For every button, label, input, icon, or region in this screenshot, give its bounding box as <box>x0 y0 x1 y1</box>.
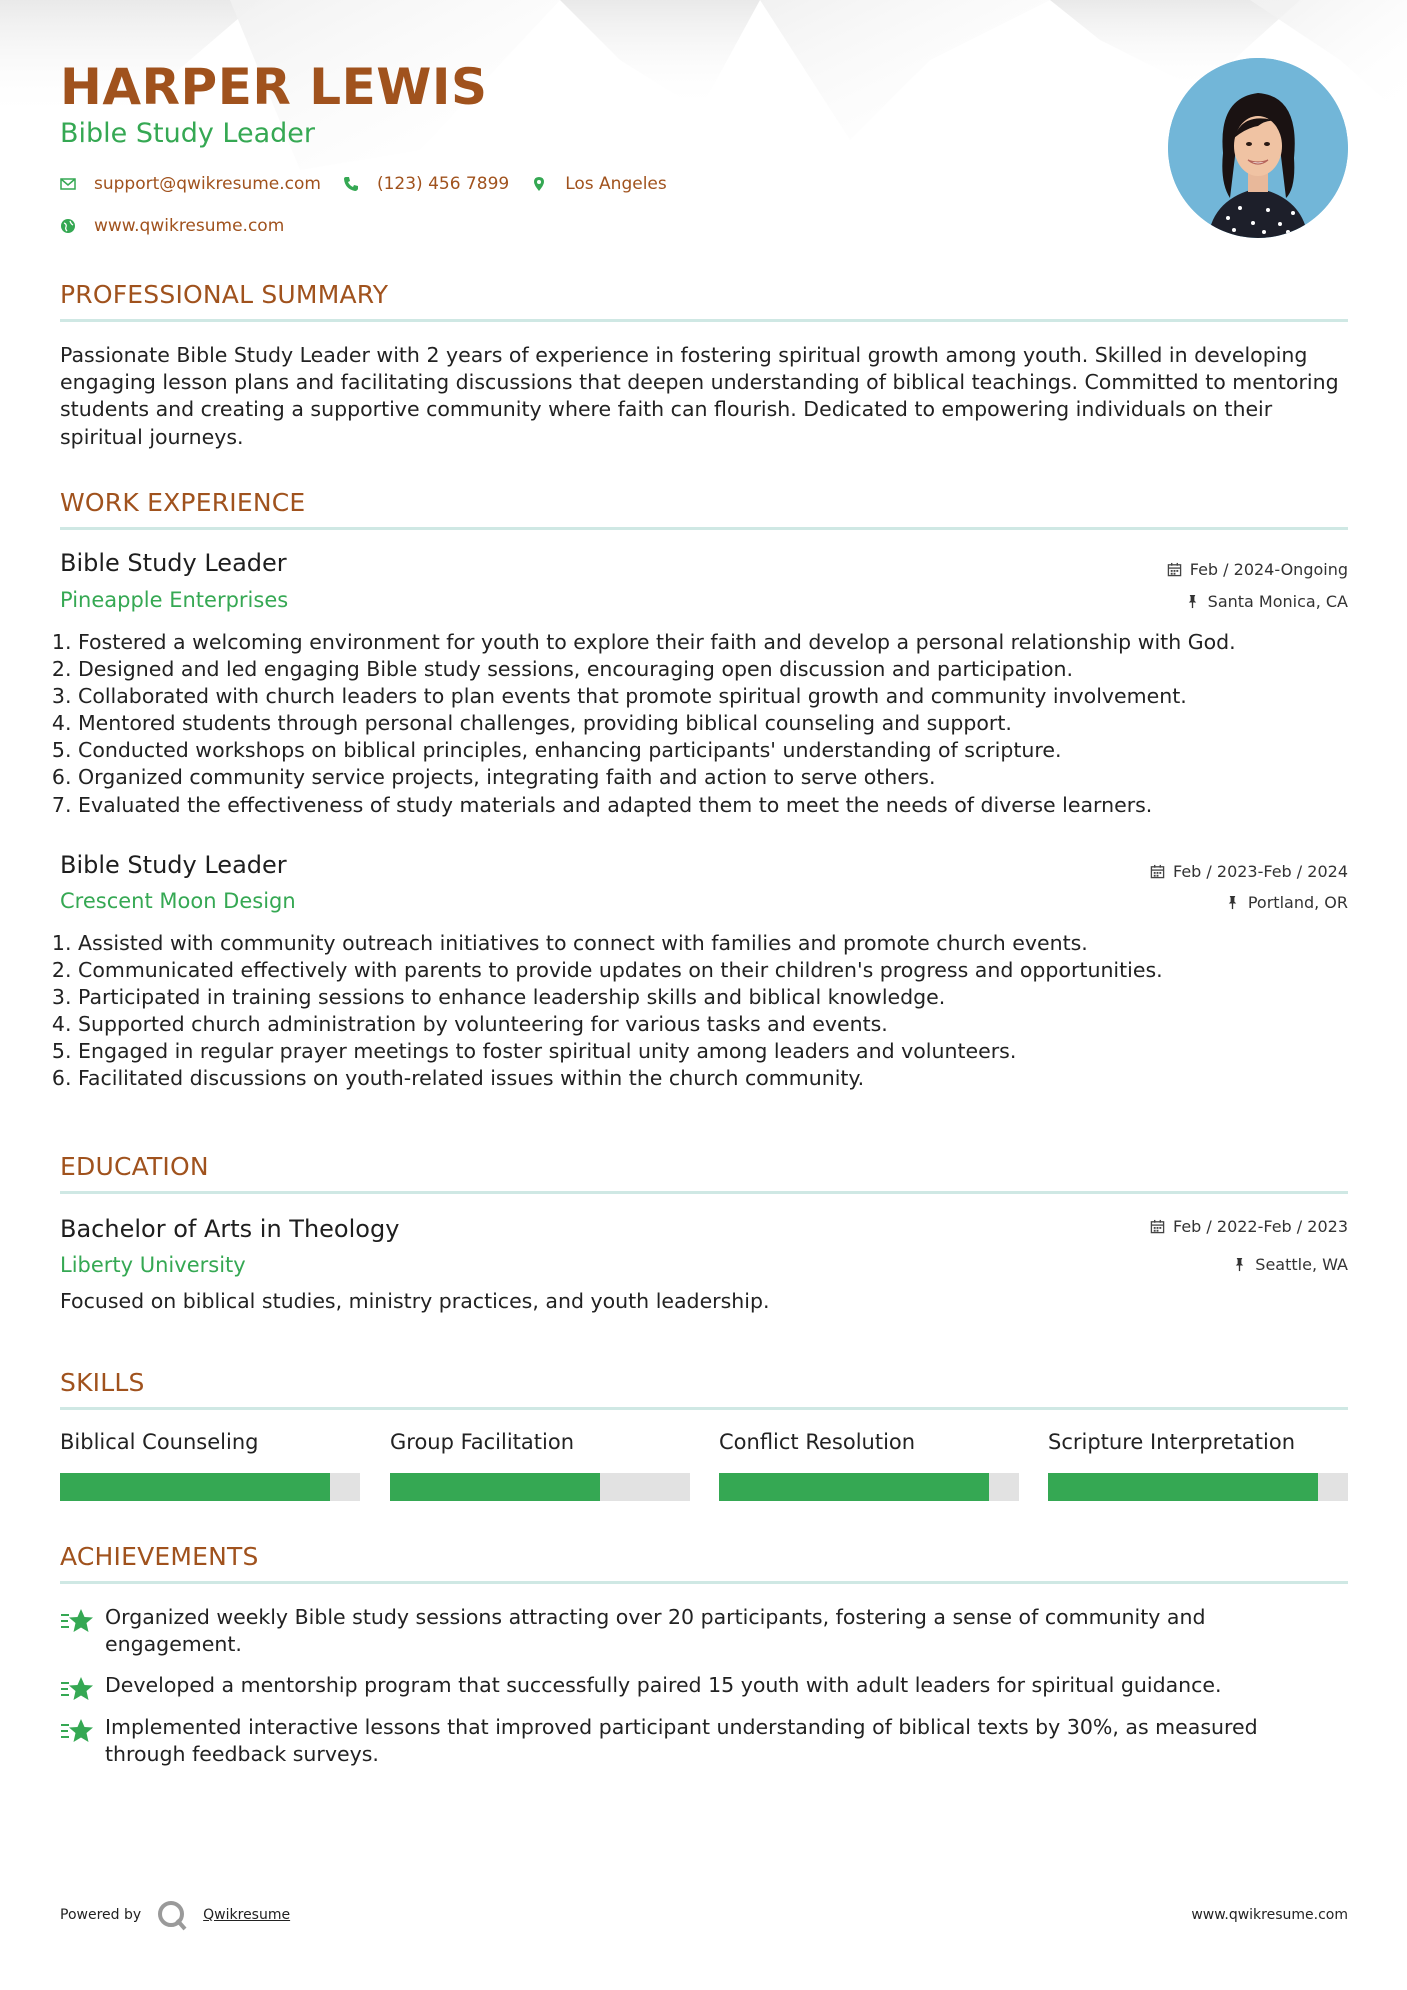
job-bullet: 4. Supported church administration by volunteering for various tasks and events. <box>78 1011 1348 1038</box>
job-bullet: 7. Evaluated the effectiveness of study materials and adapted them to meet the needs of diverse learners. <box>78 792 1348 819</box>
job-bullet: 4. Mentored students through personal challenges, providing biblical counseling and support. <box>78 710 1348 737</box>
location-text: Los Angeles <box>565 174 667 194</box>
profile-photo <box>1168 58 1348 238</box>
section-title-experience: WORK EXPERIENCE <box>60 488 1348 530</box>
qwikresume-link[interactable]: Qwikresume <box>203 1907 291 1923</box>
company-name: Crescent Moon Design <box>60 889 296 913</box>
job-dates <box>1167 560 1348 579</box>
calendar-icon <box>1150 1219 1165 1234</box>
footer-powered-by <box>60 1898 290 1932</box>
globe-icon <box>60 218 76 234</box>
education-dates-text: Feb / 2022-Feb / 2023 <box>1173 1217 1348 1236</box>
education-description: Focused on biblical studies, ministry practices, and youth leadership. <box>60 1289 770 1313</box>
powered-by-label: Powered by <box>60 1907 142 1923</box>
job-location-text: Santa Monica, CA <box>1207 592 1348 611</box>
star-icon <box>60 1608 94 1634</box>
job-location <box>1185 592 1348 611</box>
job-bullet: 3. Participated in training sessions to enhance leadership skills and biblical knowledge. <box>78 984 1348 1011</box>
job-bullet: 2. Communicated effectively with parents to provide updates on their children's progress and opportunities. <box>78 957 1348 984</box>
job-dates <box>1150 862 1348 881</box>
star-icon <box>60 1718 94 1744</box>
footer-website[interactable]: www.qwikresume.com <box>1191 1907 1348 1923</box>
summary-text: Passionate Bible Study Leader with 2 years of experience in fostering spiritual growth among youth. Skilled in developing engaging lesson plans and facilitating discussions that deepen understanding of biblical teachings. Committed to mentoring students and creating a supportive community where faith can flourish. Dedicated to empowering individuals on their spiritual journeys. <box>60 343 1339 449</box>
degree-name: Bachelor of Arts in Theology <box>60 1215 400 1243</box>
company-name: Pineapple Enterprises <box>60 588 289 612</box>
school-name: Liberty University <box>60 1253 246 1277</box>
pushpin-icon <box>1225 895 1240 910</box>
skill-bar-track <box>719 1473 1019 1501</box>
education-dates <box>1150 1217 1348 1236</box>
skill-bar-fill <box>1048 1473 1318 1501</box>
calendar-icon <box>1167 562 1182 577</box>
skill-bar-track <box>390 1473 690 1501</box>
pushpin-icon <box>1232 1257 1247 1272</box>
job-bullet: 2. Designed and led engaging Bible study sessions, encouraging open discussion and participation. <box>78 656 1348 683</box>
skill-item <box>719 1430 1019 1454</box>
skill-item <box>1048 1430 1348 1454</box>
job-bullets <box>60 930 1348 1093</box>
job-location <box>1225 893 1348 912</box>
skill-item <box>390 1430 690 1454</box>
job-location-text: Portland, OR <box>1247 893 1348 912</box>
skill-bar-fill <box>390 1473 600 1501</box>
section-title-skills: SKILLS <box>60 1368 1348 1410</box>
map-marker-icon <box>531 176 547 192</box>
job-dates-text: Feb / 2024-Ongoing <box>1189 560 1348 579</box>
star-icon <box>60 1676 94 1702</box>
section-title-education: EDUCATION <box>60 1152 1348 1194</box>
job-bullet: 5. Conducted workshops on biblical principles, enhancing participants' understanding of scripture. <box>78 737 1348 764</box>
section-title-achievements: ACHIEVEMENTS <box>60 1542 1348 1584</box>
skill-bar-track <box>1048 1473 1348 1501</box>
email-text: support@qwikresume.com <box>94 174 321 194</box>
education-location <box>1232 1255 1348 1274</box>
contact-row-secondary <box>60 212 306 240</box>
calendar-icon <box>1150 864 1165 879</box>
contact-phone[interactable] <box>343 174 509 194</box>
job-bullet: 6. Organized community service projects, integrating faith and action to serve others. <box>78 764 1348 791</box>
job-bullet: 5. Engaged in regular prayer meetings to foster spiritual unity among leaders and volunteers. <box>78 1038 1348 1065</box>
skill-item <box>60 1430 360 1454</box>
phone-icon <box>343 176 359 192</box>
skill-bar-fill <box>719 1473 989 1501</box>
education-location-text: Seattle, WA <box>1255 1255 1348 1274</box>
candidate-name: HARPER LEWIS <box>60 58 488 116</box>
qwikresume-logo-icon <box>155 1898 189 1932</box>
achievement-text: Organized weekly Bible study sessions attracting over 20 participants, fostering a sense of community and engagement. <box>105 1605 1206 1656</box>
job-bullet: 3. Collaborated with church leaders to plan events that promote spiritual growth and community involvement. <box>78 683 1348 710</box>
skill-bar-track <box>60 1473 360 1501</box>
envelope-icon <box>60 176 76 192</box>
phone-text: (123) 456 7899 <box>376 174 510 194</box>
skill-label: Scripture Interpretation <box>1048 1430 1296 1454</box>
website-text: www.qwikresume.com <box>94 216 285 236</box>
job-bullets <box>60 629 1348 819</box>
contact-row-primary <box>60 170 689 198</box>
job-bullet: 6. Facilitated discussions on youth-related issues within the church community. <box>78 1065 1348 1092</box>
contact-website[interactable] <box>60 216 284 236</box>
job-title: Bible Study Leader <box>60 549 287 577</box>
skill-label: Group Facilitation <box>390 1430 575 1454</box>
job-bullet: 1. Fostered a welcoming environment for youth to explore their faith and develop a personal relationship with God. <box>78 629 1348 656</box>
contact-email[interactable] <box>60 174 321 194</box>
section-title-summary: PROFESSIONAL SUMMARY <box>60 280 1348 322</box>
skill-label: Biblical Counseling <box>60 1430 259 1454</box>
pushpin-icon <box>1185 594 1200 609</box>
contact-location <box>531 174 667 194</box>
job-dates-text: Feb / 2023-Feb / 2024 <box>1173 862 1348 881</box>
achievement-text: Developed a mentorship program that successfully paired 15 youth with adult leaders for spiritual guidance. <box>105 1673 1222 1697</box>
job-bullet: 1. Assisted with community outreach initiatives to connect with families and promote church events. <box>78 930 1348 957</box>
job-title: Bible Study Leader <box>60 851 287 879</box>
skill-label: Conflict Resolution <box>719 1430 916 1454</box>
skill-bar-fill <box>60 1473 330 1501</box>
candidate-title: Bible Study Leader <box>60 118 315 149</box>
achievement-text: Implemented interactive lessons that improved participant understanding of biblical texts by 30%, as measured through feedback surveys. <box>105 1715 1258 1766</box>
